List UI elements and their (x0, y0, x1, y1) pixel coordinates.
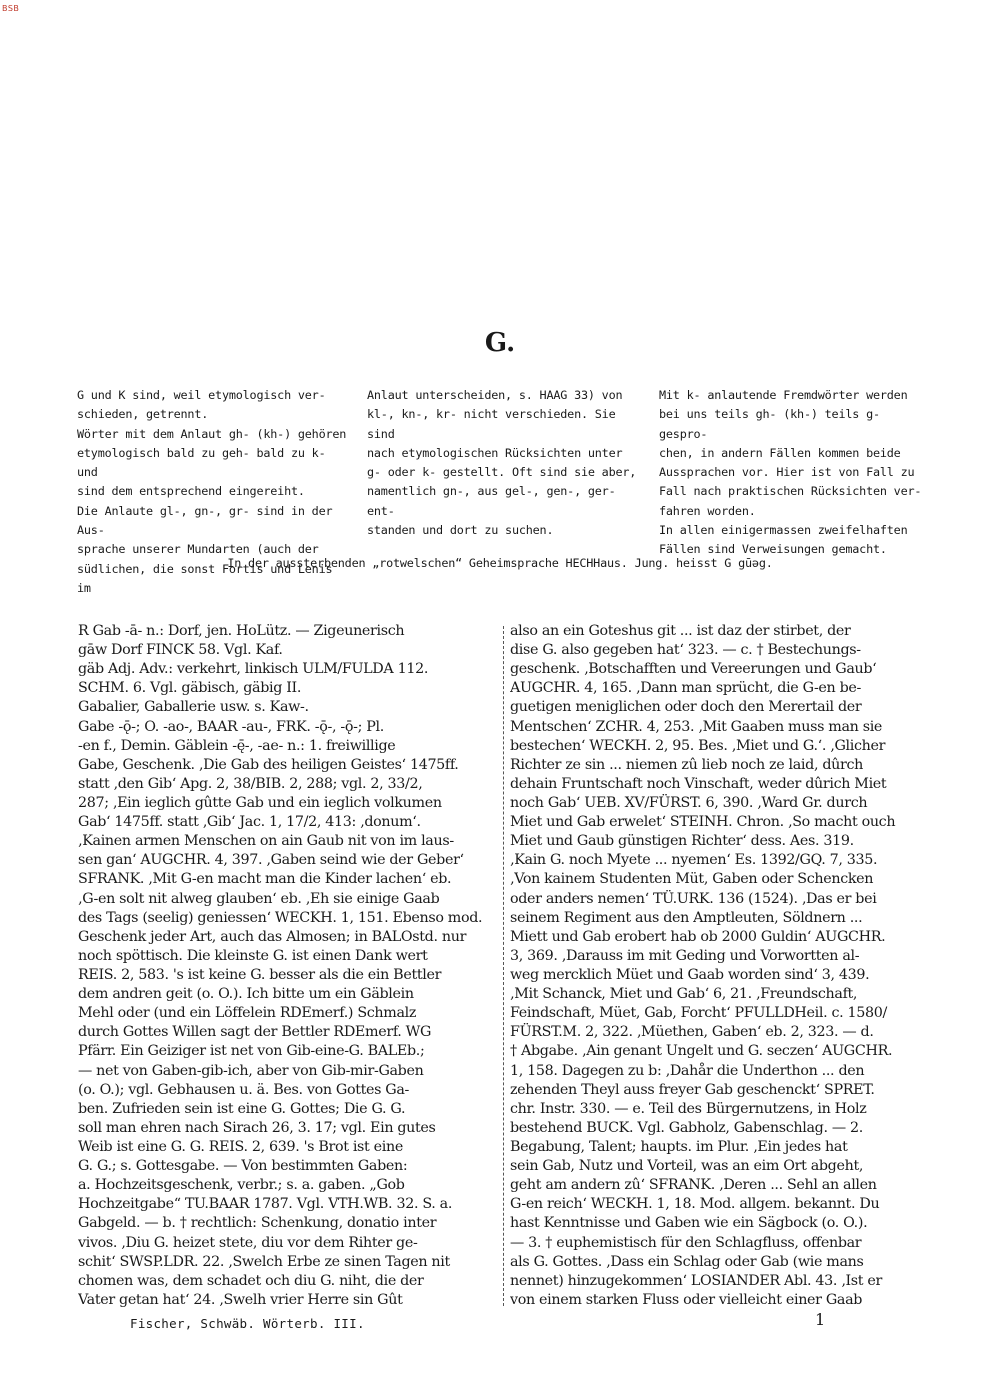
text-line: geht am andern zû‘ SFRANK. ‚Deren ... Sehl an allen (510, 1177, 877, 1194)
text-line: — 3. † euphemistisch für den Schlagfluss, offenbar (510, 1234, 862, 1251)
text-line: schit‘ SWSP.LDR. 22. ‚Swelch Erbe ze sinen Tagen nit (78, 1253, 450, 1270)
intro-line: Mit k- anlautende Fremdwörter werden (659, 388, 908, 402)
text-line: ben. Zufrieden sein ist eine G. Gottes; Die G. G. (78, 1100, 406, 1117)
text-line: noch Gab‘ UEB. XV/FÜRST. 6, 390. ‚Ward Gr. durch (510, 794, 868, 811)
text-line: AUGCHR. 4, 165. ‚Dann man sprücht, die G-en be- (510, 680, 861, 697)
text-line: weg mercklich Müet und Gaab worden sind‘ 3, 439. (510, 966, 870, 983)
text-line: Miett und Gab erobert hab ob 2000 Guldin‘ AUGCHR. (510, 928, 886, 945)
text-line: Geschenk jeder Art, auch das Almosen; in BALOstd. nur (78, 928, 467, 945)
text-line: soll man ehren nach Sirach 26, 3. 17; vgl. Ein gutes (78, 1119, 436, 1136)
text-line: FÜRST.M. 2, 322. ‚Müethen, Gaben‘ eb. 2, 323. — d. (510, 1024, 874, 1041)
intro-line: g- oder k- gestellt. Oft sind sie aber, (367, 465, 637, 480)
text-line: Gab‘ 1475ff. statt ‚Gib‘ Jac. 1, 17/2, 413: ‚donum‘. (78, 814, 421, 831)
intro-line: In allen einigermassen zweifelhaften (659, 523, 908, 538)
text-line: sen gan‘ AUGCHR. 4, 397. ‚Gaben seind wie der Geber‘ (78, 852, 464, 869)
text-line: durch Gottes Willen sagt der Bettler RDEmerf. WG (78, 1024, 432, 1041)
text-line: 1, 158. Dagegen zu b: ‚Dahår die Underthon ... den (510, 1062, 865, 1079)
text-line: noch spöttisch. Die kleinste G. ist einen Dank wert (78, 947, 428, 964)
text-line: Mehl oder (und ein Löffelein RDEmerf.) Schmalz (78, 1005, 417, 1022)
text-line: Gabalier, Gaballerie usw. s. Kaw-. (78, 699, 309, 716)
intro-column-3 (659, 386, 929, 560)
intro-line: sprache unserer Mundarten (auch der (77, 542, 319, 557)
text-line: ‚Kainen armen Menschen on ain Gaub nit von im laus- (78, 833, 454, 850)
text-line: ‚Von kainem Studenten Müt, Gaben oder Schencken (510, 871, 874, 888)
text-line: (o. O.); vgl. Gebhausen u. ä. Bes. von Gottes Ga- (78, 1081, 410, 1098)
intro-line: nach etymologischen Rücksichten unter (367, 445, 623, 460)
text-line: von einem starken Fluss oder vielleicht einer Gaab (510, 1291, 863, 1308)
text-line: 287; ‚Ein ieglich gûtte Gab und ein ieglich volkumen (78, 794, 442, 811)
intro-line: Anlaut unterscheiden, s. HAAG 33) von (367, 388, 623, 402)
intro-line: chen, in andern Fällen kommen beide (659, 445, 901, 460)
text-line: — net von Gaben-gib-ich, aber von Gib-mir-Gaben (78, 1062, 424, 1079)
text-line: -en f., Demin. Gäblein -ę̄-, -ae- n.: 1. freiwillige (78, 737, 396, 754)
text-line: bestehend BUCK. Vgl. Gabholz, Gabenschlag. — 2. (510, 1119, 863, 1136)
text-line: Mentschen‘ ZCHR. 4, 253. ‚Mit Gaaben muss man sie (510, 718, 883, 735)
text-line: also an ein Goteshus git ... ist daz der stirbet, der (510, 623, 851, 639)
text-line: sein Gab, Nutz und Vorteil, was an eim Ort abgeht, (510, 1158, 864, 1175)
intro-line: G und K sind, weil etymologisch ver- (77, 388, 326, 402)
intro-line: etymologisch bald zu geh- bald zu k- und (77, 445, 326, 480)
dictionary-left-column (78, 622, 500, 1310)
intro-line: fahren worden. (659, 503, 756, 518)
text-line: statt ‚den Gib‘ Apg. 2, 38/BIB. 2, 288; vgl. 2, 33/2, (78, 775, 423, 792)
text-line: Richter ze sin ... niemen zû lieb noch ze laid, dûrch (510, 756, 863, 773)
library-watermark: BSB (2, 4, 20, 13)
text-line: † Abgabe. ‚Ain genant Ungelt und G. seczen‘ AUGCHR. (510, 1043, 893, 1060)
text-line: G. G.; s. Gottesgabe. — Von bestimmten Gaben: (78, 1158, 408, 1175)
text-line: geschenk. ‚Botschafften und Vereerungen und Gaub‘ (510, 661, 877, 678)
text-line: bestechen‘ WECKH. 2, 95. Bes. ‚Miet und G.‘. ‚Glicher (510, 737, 886, 754)
text-line: dem andren geit (o. O.). Ich bitte um ein Gäblein (78, 986, 414, 1003)
text-line: gāw Dorf FINCK 58. Vgl. Kaf. (78, 642, 283, 659)
text-line: gäb Adj. Adv.: verkehrt, linkisch ULM/FULDA 112. (78, 661, 429, 678)
intro-line: Die Anlaute gl-, gn-, gr- sind in der Aus- (77, 503, 333, 538)
text-line: Begabung, Talent; haupts. im Plur. ‚Ein jedes hat (510, 1138, 848, 1155)
text-line: dise G. also gegeben hat‘ 323. — c. † Bestechungs- (510, 642, 861, 659)
text-line: ‚Mit Schanck, Miet und Gab‘ 6, 21. ‚Freundschaft, (510, 986, 858, 1003)
text-line: a. Hochzeitsgeschenk, verbr.; s. a. gaben. „Gob (78, 1177, 405, 1194)
footer-author-title: Fischer, Schwäb. Wörterb. III. (130, 1316, 365, 1331)
text-line: REIS. 2, 583. 's ist keine G. besser als die ein Bettler (78, 966, 442, 983)
intro-line: sind dem entsprechend eingereiht. (77, 484, 305, 499)
text-line: Vater getan hat‘ 24. ‚Swelh vrier Herre sin Gût (78, 1291, 403, 1308)
text-line: Miet und Gaub günstigen Richter‘ dess. Aes. 319. (510, 833, 854, 850)
page-number: 1 (815, 1310, 826, 1329)
text-line: Miet und Gab erwelet‘ STEINH. Chron. ‚So macht ouch (510, 814, 896, 831)
intro-line: Wörter mit dem Anlaut gh- (kh-) gehören (77, 426, 347, 441)
text-line: chomen was, dem schadet och diu G. niht, die der (78, 1272, 424, 1289)
text-line: Feindschaft, Müet, Gab, Forcht‘ PFULLDHeil. c. 1580/ (510, 1005, 887, 1022)
text-line: seinem Regiment aus den Amptleuten, Söldnern ... (510, 909, 863, 926)
intro-line: namentlich gn-, aus gel-, gen-, ger- ent- (367, 484, 616, 518)
text-line: oder anders nemen‘ TÜ.URK. 136 (1524). ‚Das er bei (510, 890, 877, 907)
intro-line: schieden, getrennt. (77, 407, 209, 422)
text-line: dehain Fruntschaft noch Vinschaft, weder dûrich Miet (510, 775, 887, 792)
rotwelsch-note: In der aussterbenden „rotwelschen“ Geheimsprache HECHHaus. Jung. heisst G gūəg. (227, 556, 773, 570)
text-line: guetigen meniglichen oder doch den Merertail der (510, 699, 862, 716)
text-line: hast Kenntnisse und Gaben wie ein Sägbock (o. O.). (510, 1215, 868, 1232)
intro-line: standen und dort zu suchen. (367, 523, 554, 538)
text-line: vivos. ‚Diu G. heizet stete, diu vor dem Rihter ge- (78, 1234, 418, 1251)
text-line: zehenden Theyl auss freyer Gab geschenckt‘ SPRET. (510, 1081, 875, 1098)
dictionary-right-column (510, 622, 928, 1310)
intro-line: kl-, kn-, kr- nicht verschieden. Sie sind (367, 407, 616, 441)
text-line: Gabgeld. — b. † rechtlich: Schenkung, donatio inter (78, 1215, 437, 1232)
intro-line: bei uns teils gh- (kh-) teils g- gespro- (659, 407, 880, 441)
text-line: nennet) hinzugekommen‘ LOSIANDER Abl. 43. ‚Ist er (510, 1272, 882, 1289)
text-line: Gabe, Geschenk. ‚Die Gab des heiligen Geistes‘ 1475ff. (78, 756, 459, 773)
section-letter-heading: G. (484, 328, 516, 358)
text-line: R Gab -ā- n.: Dorf, jen. HoLütz. — Zigeunerisch (78, 623, 405, 639)
text-line: Gabe -ǭ-; O. -ao-, BAAR -au-, FRK. -ǭ-, -ǭ-; Pl. (78, 718, 384, 735)
text-line: als G. Gottes. ‚Dass ein Schlag oder Gab (wie mans (510, 1253, 864, 1270)
text-line: Pfärr. Ein Geiziger ist net von Gib-eine-G. BALEb.; (78, 1043, 425, 1060)
intro-line: südlichen, die sonst Fortis und Lenis im (77, 561, 333, 595)
text-line: 3, 369. ‚Darauss im mit Geding und Vorwortten al- (510, 947, 860, 964)
column-divider (503, 626, 504, 1306)
intro-line: Aussprachen vor. Hier ist von Fall zu (659, 465, 915, 480)
intro-line: Fällen sind Verweisungen gemacht. (659, 542, 887, 557)
text-line: chr. Instr. 330. — e. Teil des Bürgernutzens, in Holz (510, 1100, 867, 1117)
text-line: ‚G-en solt nit alweg glauben‘ eb. ‚Eh sie einige Gaab (78, 890, 440, 907)
intro-column-2 (367, 386, 637, 540)
text-line: des Tags (seelig) geniessen‘ WECKH. 1, 151. Ebenso mod. (78, 909, 483, 926)
text-line: G-en reich‘ WECKH. 1, 18. Mod. allgem. bekannt. Du (510, 1196, 880, 1213)
intro-line: Fall nach praktischen Rücksichten ver- (659, 484, 922, 499)
text-line: ‚Kain G. noch Myete ... nyemen‘ Es. 1392/GQ. 7, 335. (510, 852, 878, 869)
text-line: Hochzeitgabe“ TU.BAAR 1787. Vgl. VTH.WB. 32. S. a. (78, 1196, 453, 1213)
text-line: Weib ist eine G. G. REIS. 2, 639. 's Brot ist eine (78, 1138, 403, 1155)
text-line: SCHM. 6. Vgl. gäbisch, gäbig II. (78, 680, 302, 697)
text-line: SFRANK. ‚Mit G-en macht man die Kinder lachen‘ eb. (78, 871, 452, 888)
